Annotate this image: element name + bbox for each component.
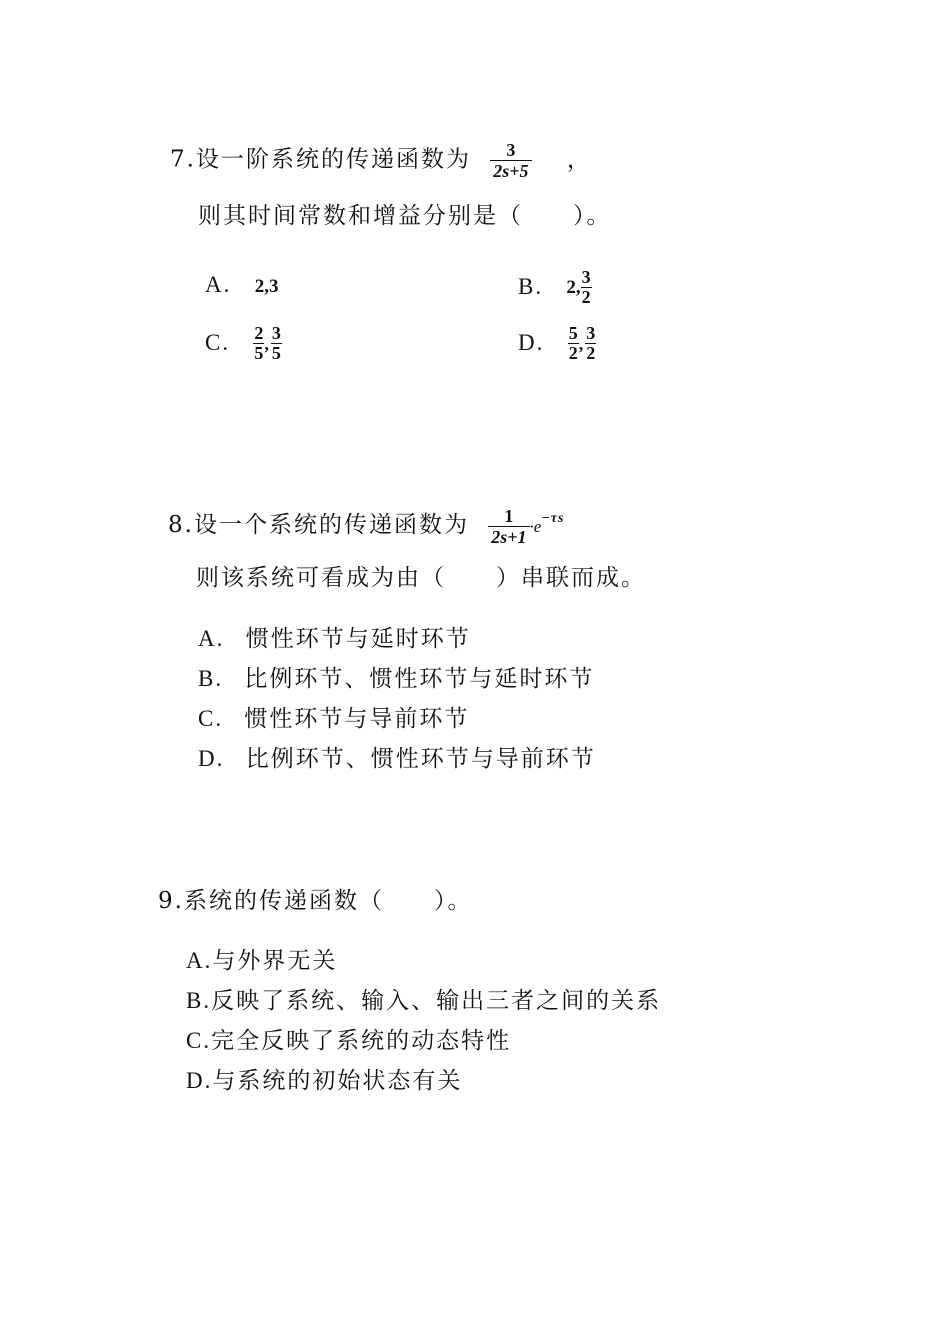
q7-option-b[interactable] [518,268,592,307]
q8-option-a[interactable] [198,624,471,654]
q8-tf-multiplier: ·e [529,517,542,536]
q7-option-c-f2-num: 3 [271,323,281,343]
q7-option-d-f2-den: 2 [586,343,596,363]
q9-option-d-text: 与系统的初始状态有关 [212,1068,463,1094]
q7-option-d-f1-num: 5 [568,323,578,343]
q9-option-a-text: 与外界无关 [212,948,338,974]
q7-tf-numerator: 3 [506,140,516,160]
q7-option-c-fraction1 [253,324,264,363]
q8-transfer-function [488,506,529,547]
q9-option-a-label: A. [186,948,213,973]
q8-option-c-text: 惯性环节与导前环节 [244,706,470,732]
q8-option-b-text: 比例环节、惯性环节与延时环节 [244,666,595,692]
q9-option-a[interactable] [186,946,337,976]
q7-option-a-label: A. [205,272,232,297]
q7-stem-part1: 设一阶系统的传递函数为 [195,146,471,173]
q7-option-c-sep: , [264,333,271,354]
q7-number: 7. [170,146,196,173]
q7-option-c-f2-den: 5 [271,343,281,363]
q7-option-d-f1-den: 2 [568,343,578,363]
q8-stem-part1: 设一个系统的传递函数为 [193,512,469,538]
q9-option-d[interactable] [186,1066,462,1096]
q7-transfer-function [490,140,531,181]
q7-option-b-fraction [581,268,592,307]
q8-stem-line1 [168,504,564,547]
q7-option-a[interactable] [205,270,278,302]
q7-option-c-f1-num: 2 [254,323,264,343]
q8-option-a-label: A. [198,626,225,651]
q7-option-b-den: 2 [581,287,591,307]
q7-option-b-prefix: 2, [566,276,581,298]
q9-option-b-label: B. [186,988,212,1013]
q7-option-d-f2-num: 3 [586,323,596,343]
q7-option-b-label: B. [518,273,544,299]
q9-option-c-label: C. [186,1028,212,1053]
q8-option-d-label: D. [198,746,225,771]
q8-option-c-label: C. [198,706,224,731]
q9-option-b-text: 反映了系统、输入、输出三者之间的关系 [211,988,662,1014]
q7-tf-denominator: 2s+5 [490,160,531,181]
q8-option-d[interactable] [198,744,596,774]
q7-option-d-sep: , [578,333,586,354]
q9-option-c[interactable] [186,1026,511,1056]
q8-option-a-text: 惯性环节与延时环节 [245,626,471,652]
q7-option-c[interactable] [205,324,282,363]
q8-option-c[interactable] [198,704,469,734]
q8-tf-numerator: 1 [504,505,514,526]
q7-stem-line1 [170,140,592,181]
q8-tf-denominator: 2s+1 [488,526,529,547]
q9-option-b[interactable] [186,986,661,1016]
q9-stem [158,886,472,916]
q8-option-b[interactable] [198,664,594,694]
q8-option-d-text: 比例环节、惯性环节与导前环节 [245,746,596,772]
q7-option-c-fraction2 [271,324,282,363]
q9-option-d-label: D. [186,1068,213,1093]
q7-option-d-fraction1 [568,324,579,363]
q7-option-b-num: 3 [581,267,591,287]
q7-option-a-value: 2,3 [254,276,279,297]
q8-tf-exponent: −τs [541,511,565,526]
q7-comma: ， [566,146,592,173]
q7-option-d-label: D. [518,329,545,355]
q8-stem-line2: 则该系统可看成为由（ ）串联而成。 [196,565,646,591]
q8-number: 8. [168,512,194,538]
q9-stem-text: 系统的传递函数（ ）。 [183,888,473,914]
q9-number: 9. [158,888,184,914]
q7-option-c-f1-den: 5 [254,343,264,363]
q9-option-c-text: 完全反映了系统的动态特性 [211,1028,512,1054]
q8-option-b-label: B. [198,666,224,691]
q7-stem-line2: 则其时间常数和增益分别是（ ）。 [198,203,612,229]
q7-option-d[interactable] [518,324,596,363]
q7-option-d-fraction2 [585,324,596,363]
q7-option-c-label: C. [205,329,231,355]
